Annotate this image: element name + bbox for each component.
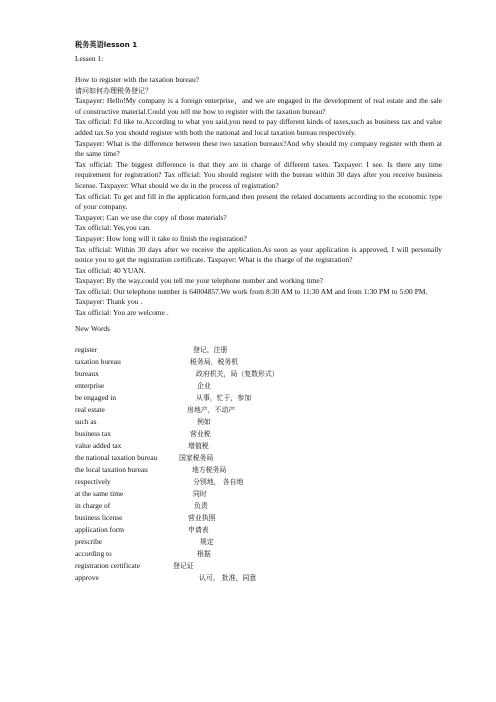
dialogue: [75, 96, 442, 334]
vocab-term: application form: [75, 525, 125, 535]
vocab-item: [75, 452, 442, 464]
dialogue-line: Taxpayer: Can we use the copy of those materials?: [75, 212, 227, 222]
vocab-translation: 营业税: [190, 430, 211, 439]
dialogue-line: Taxpayer: How long will it take to finish the registration?: [75, 233, 247, 243]
vocab-item: [75, 440, 442, 452]
dialogue-line: Tax official: To get and fill in the application form,and then present the related documents according to the economic type of your company.: [75, 191, 442, 212]
vocab-term: enterprise: [75, 381, 105, 391]
vocab-term: value added tax: [75, 441, 122, 451]
vocab-item: [75, 356, 442, 368]
vocab-item: [75, 464, 442, 476]
vocab-translation: 政府机关，局（复数形式）: [196, 370, 279, 379]
vocab-item: [75, 548, 442, 560]
vocab-term: respectively: [75, 477, 111, 487]
vocab-item: [75, 488, 442, 500]
vocab-translation: 登记证: [173, 562, 194, 571]
vocab-term: such as: [75, 417, 97, 427]
dialogue-line: Taxpayer: What is the difference between these two taxation bureaux?And why should my company register with them at the same time?: [75, 138, 442, 159]
vocab-term: business license: [75, 513, 123, 523]
dialogue-line: Tax official: Yes,you can.: [75, 223, 151, 233]
vocab-term: real estate: [75, 405, 105, 415]
vocab-term: bureaux: [75, 369, 99, 379]
vocab-translation: 增值税: [188, 442, 209, 451]
vocab-item: [75, 572, 442, 584]
vocab-term: prescribe: [75, 537, 103, 547]
vocab-item: [75, 368, 442, 380]
vocab-term: registration certificate: [75, 561, 141, 571]
vocabulary-list: [75, 344, 442, 584]
document-title: 税务英语lesson 1: [75, 40, 138, 49]
dialogue-line: Taxpayer: Hello!My company is a foreign enterprise，and we are engaged in the development of real estate and the sale of constructive material.Could you tell me how to register with the taxation bureau?: [75, 96, 442, 116]
dialogue-line: Tax official: I'd like to.According to what you said,you need to pay different kinds of taxes,such as business tax and value added tax.So you should register with both the national and local taxation bureau respectively.: [75, 117, 442, 137]
dialogue-line: Taxpayer: Thank you .: [75, 297, 143, 307]
dialogue-line: Tax official: Our telephone number is 64004857.We work from 8:30 AM to 11:30 AM and from 1:30 PM to 5:00 PM.: [75, 286, 428, 296]
vocab-translation: 地方税务局: [192, 466, 227, 475]
vocab-item: [75, 404, 442, 416]
vocab-translation: 负责: [194, 502, 208, 511]
vocab-item: [75, 344, 442, 356]
vocab-translation: 从事，忙于，参加: [196, 394, 252, 403]
vocab-item: [75, 380, 442, 392]
vocab-term: register: [75, 345, 98, 355]
vocab-term: be engaged in: [75, 393, 117, 403]
vocab-term: approve: [75, 573, 99, 583]
vocab-translation: 申请表: [188, 526, 209, 535]
vocab-item: [75, 500, 442, 512]
vocab-term: the national taxation bureau: [75, 453, 158, 463]
lesson-heading-zh: 请问如何办理税务登记？: [75, 86, 152, 95]
new-words-heading: New Words: [75, 323, 110, 333]
vocab-term: taxation bureau: [75, 357, 121, 367]
vocab-translation: 认可， 批准，同意: [199, 574, 257, 583]
vocab-term: the local taxation bureau: [75, 465, 148, 475]
vocab-item: [75, 536, 442, 548]
vocab-item: [75, 392, 442, 404]
vocab-item: [75, 512, 442, 524]
vocab-translation: 国家税务局: [179, 454, 214, 463]
vocab-translation: 企业: [197, 382, 211, 391]
dialogue-line: Tax official: 40 YUAN.: [75, 265, 146, 275]
vocab-translation: 根据: [197, 550, 211, 559]
lesson-heading-en: How to register with the taxation bureau?: [75, 75, 199, 84]
vocab-term: according to: [75, 549, 112, 559]
vocab-term: at the same time: [75, 489, 124, 499]
vocab-translation: 同时: [193, 490, 207, 499]
dialogue-line: Tax official: The biggest difference is that they are in charge of different taxes. Taxpayer: I see. Is there any time requirement for registration? Tax official: You should register with the bureau within 30 days after you receive business license. Taxpayer: What should we do in the process of registration?: [75, 159, 442, 190]
dialogue-line: Tax official: Within 30 days after we receive the application.As soon as your application is approved, I will personally notice you to get the registration certificate. Taxpayer: What is the charge of the registration?: [75, 244, 442, 265]
vocab-item: [75, 476, 442, 488]
vocab-term: business tax: [75, 429, 111, 439]
vocab-term: in charge of: [75, 501, 111, 511]
vocab-translation: 房地产，不动产: [187, 406, 236, 415]
vocab-item: [75, 560, 442, 572]
vocab-translation: 营业执照: [188, 514, 216, 523]
lesson-label: Lessen 1:: [75, 54, 104, 63]
vocab-translation: 分别地， 各自地: [193, 478, 244, 487]
vocab-item: [75, 524, 442, 536]
vocab-translation: 税务局，税务机: [190, 358, 239, 367]
dialogue-line: Tax official: You are welcome .: [75, 308, 169, 318]
vocab-translation: 规定: [200, 538, 214, 547]
vocab-translation: 例如: [197, 418, 211, 427]
vocab-translation: 登记，注册: [193, 346, 228, 355]
vocab-item: [75, 428, 442, 440]
dialogue-line: Taxpayer: By the way,could you tell me your telephone number and working time?: [75, 276, 323, 286]
vocab-item: [75, 416, 442, 428]
